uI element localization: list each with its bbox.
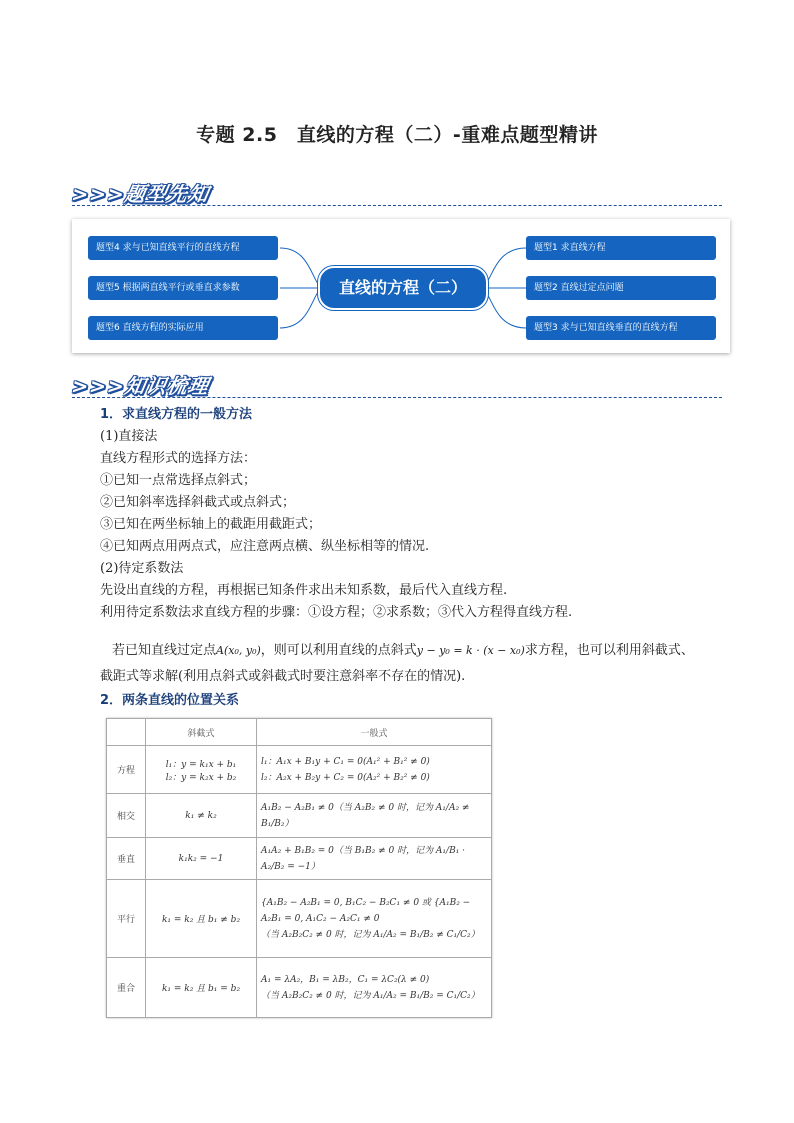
slope-cell: k₁k₂ = −1 xyxy=(146,838,257,880)
relation-table xyxy=(106,718,492,1018)
slope-cell xyxy=(146,746,257,794)
text-line: 直线方程形式的选择方法： xyxy=(100,451,257,466)
mind-map xyxy=(72,219,730,353)
mindmap-node-left-2: 题型5 根据两直线平行或垂直求参数 xyxy=(88,276,278,300)
text-line: 利用待定系数法求直线方程的步骤：①设方程；②求系数；③代入方程得直线方程. xyxy=(100,605,573,620)
table-row xyxy=(107,746,492,794)
section-2-heading: 2．两条直线的位置关系 xyxy=(100,693,240,708)
slope-cell: k₁ = k₂ 且 b₁ = b₂ xyxy=(146,958,257,1018)
text-line: (1)直接法 xyxy=(100,429,158,444)
row-label: 方程 xyxy=(107,746,146,794)
text-line: ③已知在两坐标轴上的截距用截距式； xyxy=(100,517,322,532)
formula: （当 A₂B₂C₂ ≠ 0 时，记为 A₁/A₂ = B₁/B₂ = C₁/C₂） xyxy=(261,990,480,1001)
table-row xyxy=(107,958,492,1018)
paragraph-continued: 截距式等求解(利用点斜式或斜截式时要注意斜率不存在的情况). xyxy=(100,669,466,684)
mindmap-node-right-2: 题型2 直线过定点问题 xyxy=(526,276,716,300)
general-cell xyxy=(257,880,492,958)
table-row xyxy=(107,794,492,838)
row-label: 相交 xyxy=(107,794,146,838)
text-line: ②已知斜率选择斜截式或点斜式； xyxy=(100,495,296,510)
general-cell xyxy=(257,958,492,1018)
mindmap-center-node: 直线的方程（二） xyxy=(318,266,488,310)
table-row xyxy=(107,880,492,958)
paragraph-fixed-point xyxy=(112,640,740,662)
general-cell xyxy=(257,746,492,794)
slope-cell: k₁ = k₂ 且 b₁ ≠ b₂ xyxy=(146,880,257,958)
text-span: 求方程，也可以利用斜截式、 xyxy=(524,643,694,658)
banner-knowledge-text: >>>知识梳理 xyxy=(69,374,212,398)
formula: A₁ = λA₂，B₁ = λB₂，C₁ = λC₂(λ ≠ 0) xyxy=(261,974,430,985)
row-label: 垂直 xyxy=(107,838,146,880)
text-line: 先设出直线的方程，再根据已知条件求出未知系数，最后代入直线方程. xyxy=(100,583,508,598)
formula: {A₁B₂ − A₂B₁ = 0, B₁C₂ − B₂C₁ ≠ 0 或 {A₁B₂ − A₂B₁ = 0, A₁C₂ − A₂C₁ ≠ 0 xyxy=(261,897,471,924)
mindmap-node-right-3: 题型3 求与已知直线垂直的直线方程 xyxy=(526,316,716,340)
row-label: 重合 xyxy=(107,958,146,1018)
text-span: ，则可以利用直线的点斜式 xyxy=(260,643,417,658)
table-header: 斜截式 xyxy=(146,719,257,746)
table-row xyxy=(107,838,492,880)
mindmap-node-right-1: 题型1 求直线方程 xyxy=(526,236,716,260)
section-1-heading: 1．求直线方程的一般方法 xyxy=(100,407,253,422)
general-cell: A₁A₂ + B₁B₂ = 0（当 B₁B₂ ≠ 0 时，记为 A₁/B₁ · A₂/B₂ = −1） xyxy=(257,838,492,880)
formula: l₁：y = k₁x + b₁ xyxy=(165,759,237,770)
table-header xyxy=(107,719,146,746)
text-line: (2)待定系数法 xyxy=(100,561,184,576)
formula: l₂：y = k₂x + b₂ xyxy=(165,772,237,783)
text-line: ④已知两点用两点式，应注意两点横、纵坐标相等的情况. xyxy=(100,539,430,554)
text-line: ①已知一点常选择点斜式； xyxy=(100,473,257,488)
divider xyxy=(72,397,722,398)
table-header-row xyxy=(107,719,492,746)
formula: （当 A₂B₂C₂ ≠ 0 时，记为 A₁/A₂ = B₁/B₂ ≠ C₁/C₂） xyxy=(261,929,480,940)
general-cell: A₁B₂ − A₂B₁ ≠ 0（当 A₂B₂ ≠ 0 时，记为 A₁/A₂ ≠ B₁/B₂） xyxy=(257,794,492,838)
formula: l₁：A₁x + B₁y + C₁ = 0(A₁² + B₁² ≠ 0) xyxy=(261,756,430,767)
slope-cell: k₁ ≠ k₂ xyxy=(146,794,257,838)
row-label: 平行 xyxy=(107,880,146,958)
mindmap-node-left-3: 题型6 直线方程的实际应用 xyxy=(88,316,278,340)
page-title: 专题 2.5 直线的方程（二）-重难点题型精讲 xyxy=(196,124,598,146)
table-header: 一般式 xyxy=(257,719,492,746)
section-1 xyxy=(100,404,572,624)
formula: l₂：A₂x + B₂y + C₂ = 0(A₂² + B₂² ≠ 0) xyxy=(261,772,430,783)
math-point-slope: y − y₀ = k · (x − x₀) xyxy=(416,644,525,657)
text-span: 若已知直线过定点 xyxy=(112,643,217,658)
banner-preview-text: >>>题型先知 xyxy=(69,182,212,206)
mindmap-node-left-1: 题型4 求与已知直线平行的直线方程 xyxy=(88,236,278,260)
divider xyxy=(72,205,722,206)
banner-knowledge xyxy=(69,370,722,400)
banner-preview xyxy=(69,178,722,208)
math-point: A(x₀, y₀) xyxy=(216,644,261,657)
